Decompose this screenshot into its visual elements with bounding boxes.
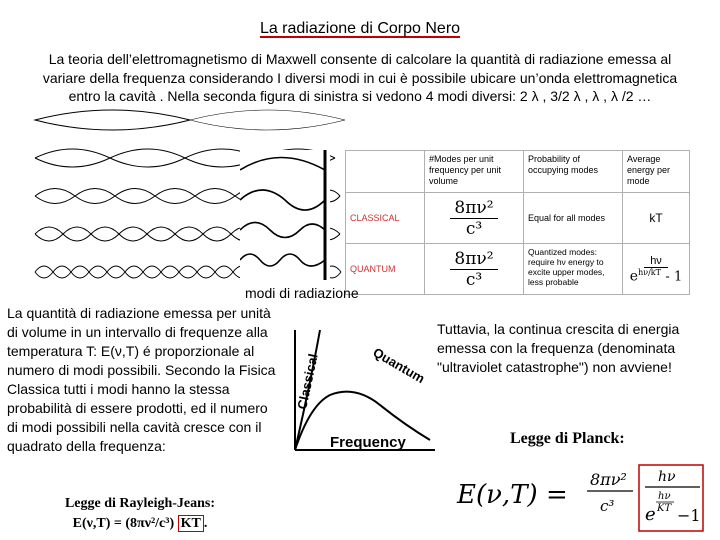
modes-comparison-table: [345, 150, 690, 295]
svg-text:hν: hν: [658, 491, 671, 502]
left-paragraph: La quantità di radiazione emessa per unità di volume in un intervallo di frequenze alla temperatura T: E(ν,T) é proporzionale al numero di modi possibili. Secondo la Fisica Classica tutti i modi hanno la stessa probabilità di essere prodotti, ed il numero di modi possibili nella cavità cresce con il quadrato della frequenza:: [7, 305, 276, 454]
energy-frequency-plot: [280, 325, 440, 465]
svg-text:hν: hν: [658, 469, 676, 485]
wave-mode-1: [35, 110, 190, 130]
header-energy: Average energy per mode: [623, 151, 690, 193]
quantum-modes-formula: 8πν² c³: [425, 244, 524, 295]
cavity-modes-figure: [240, 150, 330, 285]
page-title: La radiazione di Corpo Nero: [259, 20, 461, 37]
classical-modes-formula: 8πν² c³: [425, 193, 524, 244]
classical-probability: Equal for all modes: [524, 193, 623, 244]
svg-text:e: e: [645, 504, 656, 525]
quantum-energy-formula: hν $e^{h\nu/kT} - 1$: [623, 244, 690, 295]
header-probability: Probability of occupying modes: [524, 151, 623, 193]
classical-label: Classical: [294, 352, 321, 411]
row-label-classical: CLASSICAL: [346, 193, 425, 244]
classical-energy: kT: [623, 193, 690, 244]
svg-text:E(ν,T) =: E(ν,T) =: [457, 480, 568, 510]
svg-text:KT: KT: [657, 503, 672, 514]
planck-title: Legge di Planck:: [510, 430, 625, 447]
quantum-probability: Quantized modes: require hν energy to excite upper modes, less probable: [524, 244, 623, 295]
kt-highlight: KT: [178, 515, 204, 532]
quantum-label: Quantum: [370, 344, 428, 387]
planck-formula: [455, 455, 705, 535]
rayleigh-jeans-formula: E(ν,T) = (8πν²/c³) KT .: [72, 516, 208, 531]
intro-paragraph: La teoria dell’elettromagnetismo di Maxwell consente di calcolare la quantità di radiazione emessa al variare della frequenza considerando I diversi modi in cui è possibile ubicare un’onda elettromagnetica entro la cavità . Nella seconda figura di sinistra si vedono 4 modi diversi: 2 λ , 3/2 λ , λ , λ /2 …: [42, 51, 678, 104]
row-label-quantum: QUANTUM: [346, 244, 425, 295]
modes-caption: modi di radiazione: [245, 285, 359, 301]
right-paragraph: Tuttavia, la continua crescita di energia emessa con la frequenza (denominata "ultraviolet catastrophe") non avviene!: [437, 321, 680, 375]
svg-text:−1: −1: [677, 506, 701, 525]
header-modes: #Modes per unit frequency per unit volume: [425, 151, 524, 193]
svg-text:c³: c³: [600, 497, 615, 515]
rayleigh-jeans-title: Legge di Rayleigh-Jeans:: [64, 496, 216, 511]
frequency-label: Frequency: [330, 434, 406, 451]
svg-text:8πν²: 8πν²: [590, 470, 627, 489]
